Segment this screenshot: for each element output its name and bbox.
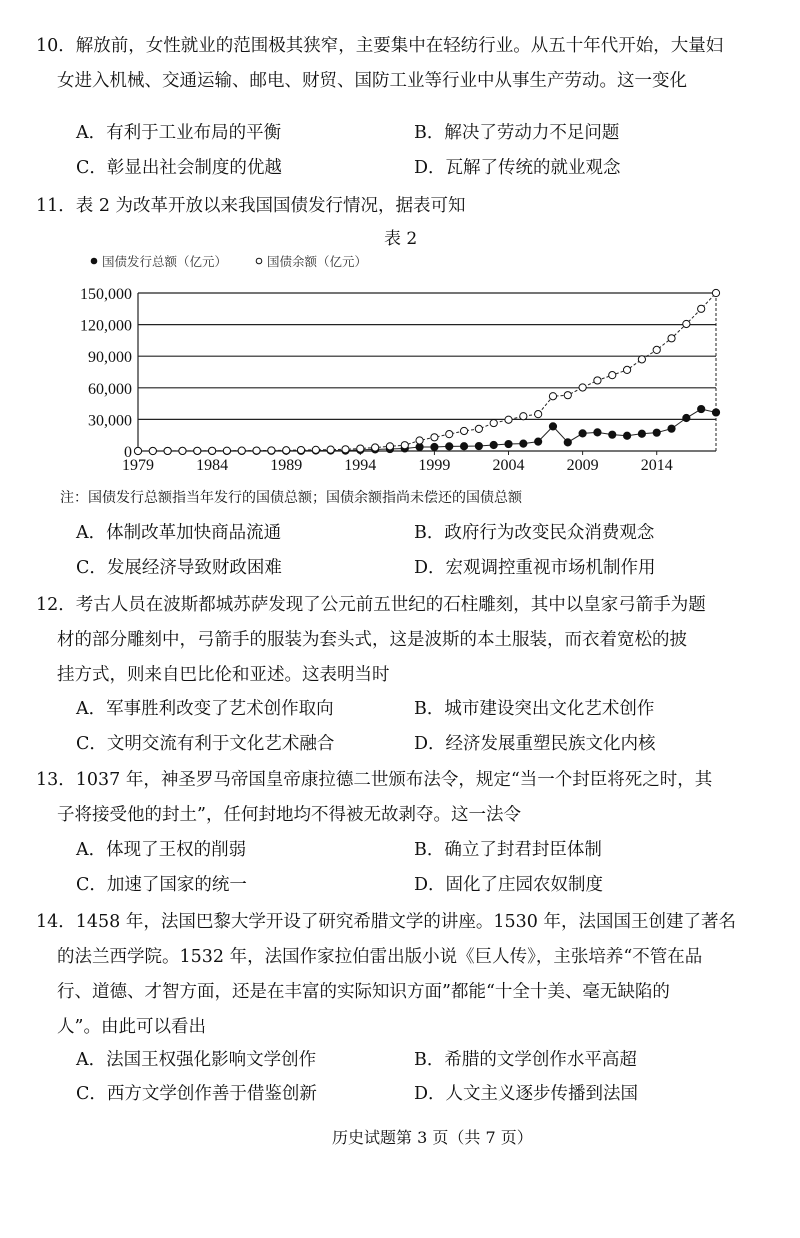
data-point-outstanding	[549, 393, 556, 400]
x-tick-label: 1994	[344, 457, 377, 474]
data-point-outstanding	[372, 444, 379, 451]
data-point-outstanding	[164, 447, 171, 454]
data-point-outstanding	[638, 356, 645, 363]
y-tick-label: 60,000	[88, 380, 132, 398]
question-12-option-A[interactable]: A．军事胜利改变了艺术创作取向	[76, 699, 334, 719]
data-point-outstanding	[268, 447, 275, 454]
question-13-text: 子将接受他的封土”，任何封地均不得被无故剥夺。这一法令	[57, 805, 521, 825]
y-tick-label: 120,000	[80, 317, 132, 335]
question-14-text: 行、道德、才智方面，还是在丰富的实际知识方面”都能“十全十美、毫无缺陷的	[57, 982, 670, 1002]
data-point-outstanding	[698, 305, 705, 312]
data-point-outstanding	[520, 413, 527, 420]
data-point-outstanding	[297, 446, 304, 453]
question-11-option-B[interactable]: B．政府行为改变民众消费观念	[414, 523, 655, 543]
data-point-outstanding	[623, 366, 630, 373]
data-point-issuance	[594, 429, 601, 436]
data-point-outstanding	[149, 447, 156, 454]
question-14-option-B[interactable]: B．希腊的文学创作水平高超	[414, 1050, 637, 1070]
legend-label: 国债余额（亿元）	[267, 255, 368, 269]
data-point-outstanding	[416, 437, 423, 444]
data-point-outstanding	[238, 447, 245, 454]
data-point-issuance	[609, 431, 616, 438]
legend-marker	[91, 258, 97, 264]
question-14-text: 的法兰西学院。1532 年，法国作家拉伯雷出版小说《巨人传》，主张培养“不管在品	[57, 947, 703, 967]
x-tick-label: 2009	[566, 457, 599, 474]
y-tick-label: 90,000	[88, 349, 132, 367]
question-12-text: 挂方式，则来自巴比伦和亚述。这表明当时	[57, 665, 390, 685]
data-point-outstanding	[535, 411, 542, 418]
data-point-outstanding	[327, 446, 334, 453]
data-point-outstanding	[446, 431, 453, 438]
data-point-issuance	[712, 409, 719, 416]
y-tick-label: 30,000	[88, 412, 132, 430]
chart-note: 注：国债发行总额指当年发行的国债总额；国债余额指尚未偿还的国债总额	[60, 490, 522, 506]
bond-chart	[60, 250, 740, 480]
data-point-issuance	[668, 425, 675, 432]
question-10-option-D[interactable]: D．瓦解了传统的就业观念	[414, 158, 621, 178]
legend-label: 国债发行总额（亿元）	[102, 255, 228, 269]
chart-title: 表 2	[384, 229, 418, 249]
data-point-outstanding	[609, 372, 616, 379]
data-point-issuance	[520, 440, 527, 447]
question-12-option-C[interactable]: C．文明交流有利于文化艺术融合	[76, 734, 335, 754]
data-point-issuance	[505, 440, 512, 447]
data-point-issuance	[564, 439, 571, 446]
data-point-issuance	[460, 443, 467, 450]
data-point-outstanding	[475, 425, 482, 432]
data-point-issuance	[638, 430, 645, 437]
data-point-outstanding	[579, 384, 586, 391]
data-point-issuance	[535, 438, 542, 445]
data-point-outstanding	[253, 447, 260, 454]
data-point-outstanding	[194, 447, 201, 454]
data-point-outstanding	[312, 446, 319, 453]
question-11-option-A[interactable]: A．体制改革加快商品流通	[76, 523, 282, 543]
data-point-outstanding	[683, 320, 690, 327]
question-12-option-D[interactable]: D．经济发展重塑民族文化内核	[414, 734, 656, 754]
question-10-text: 10．解放前，女性就业的范围极其狭窄，主要集中在轻纺行业。从五十年代开始，大量妇	[36, 36, 724, 56]
question-12-text: 12．考古人员在波斯都城苏萨发现了公元前五世纪的石柱雕刻，其中以皇家弓箭手为题	[36, 595, 706, 615]
question-11-option-D[interactable]: D．宏观调控重视市场机制作用	[414, 558, 656, 578]
question-12-option-B[interactable]: B．城市建设突出文化艺术创作	[414, 699, 655, 719]
data-point-issuance	[623, 432, 630, 439]
question-13-option-B[interactable]: B．确立了封君封臣体制	[414, 840, 602, 860]
page-footer: 历史试题第 3 页（共 7 页）	[332, 1128, 533, 1147]
question-13-text: 13．1037 年，神圣罗马帝国皇帝康拉德二世颁布法令，规定“当一个封臣将死之时，其	[36, 770, 713, 790]
y-tick-label: 0	[124, 444, 132, 461]
x-tick-label: 1984	[196, 457, 229, 474]
data-point-outstanding	[668, 335, 675, 342]
question-10-option-B[interactable]: B．解决了劳动力不足问题	[414, 123, 620, 143]
data-point-outstanding	[134, 447, 141, 454]
data-point-outstanding	[401, 442, 408, 449]
data-point-outstanding	[357, 445, 364, 452]
data-point-outstanding	[653, 346, 660, 353]
data-point-outstanding	[712, 289, 719, 296]
data-point-issuance	[490, 441, 497, 448]
data-point-issuance	[579, 430, 586, 437]
legend-marker	[256, 258, 262, 264]
data-point-outstanding	[209, 447, 216, 454]
data-point-issuance	[446, 443, 453, 450]
data-point-issuance	[683, 414, 690, 421]
question-14-option-A[interactable]: A．法国王权强化影响文学创作	[76, 1050, 317, 1070]
question-13-option-D[interactable]: D．固化了庄园农奴制度	[414, 875, 604, 895]
question-14-text: 14．1458 年，法国巴黎大学开设了研究希腊文学的讲座。1530 年，法国国王创建了著名	[36, 912, 736, 932]
data-point-issuance	[475, 442, 482, 449]
data-point-outstanding	[386, 443, 393, 450]
question-13-option-A[interactable]: A．体现了王权的削弱	[76, 840, 247, 860]
x-tick-label: 1999	[418, 457, 451, 474]
data-point-outstanding	[505, 416, 512, 423]
x-tick-label: 2004	[492, 457, 525, 474]
data-point-outstanding	[223, 447, 230, 454]
question-14-text: 人”。由此可以看出	[57, 1017, 206, 1037]
data-point-issuance	[653, 429, 660, 436]
question-14-option-C[interactable]: C．西方文学创作善于借鉴创新	[76, 1084, 317, 1104]
data-point-outstanding	[342, 446, 349, 453]
data-point-outstanding	[431, 434, 438, 441]
data-point-outstanding	[594, 377, 601, 384]
data-point-outstanding	[490, 419, 497, 426]
data-point-outstanding	[460, 427, 467, 434]
data-point-issuance	[549, 423, 556, 430]
question-10-option-A[interactable]: A．有利于工业布局的平衡	[76, 123, 282, 143]
question-12-text: 材的部分雕刻中，弓箭手的服装为套头式，这是波斯的本土服装，而衣着宽松的披	[57, 630, 687, 650]
x-tick-label: 1979	[122, 457, 154, 474]
question-11-text: 11．表 2 为改革开放以来我国国债发行情况，据表可知	[36, 196, 466, 216]
x-tick-label: 2014	[640, 457, 673, 474]
y-tick-label: 150,000	[80, 286, 132, 303]
x-tick-label: 1989	[270, 457, 303, 474]
data-point-outstanding	[283, 447, 290, 454]
data-point-issuance	[698, 405, 705, 412]
data-point-outstanding	[179, 447, 186, 454]
question-10-option-C[interactable]: C．彰显出社会制度的优越	[76, 158, 282, 178]
data-point-outstanding	[564, 392, 571, 399]
question-11-option-C[interactable]: C．发展经济导致财政困难	[76, 558, 282, 578]
question-10-text: 女进入机械、交通运输、邮电、财贸、国防工业等行业中从事生产劳动。这一变化	[57, 71, 687, 91]
question-13-option-C[interactable]: C．加速了国家的统一	[76, 875, 247, 895]
series-line-issuance	[138, 409, 716, 451]
data-point-issuance	[431, 443, 438, 450]
question-14-option-D[interactable]: D．人文主义逐步传播到法国	[414, 1084, 639, 1104]
